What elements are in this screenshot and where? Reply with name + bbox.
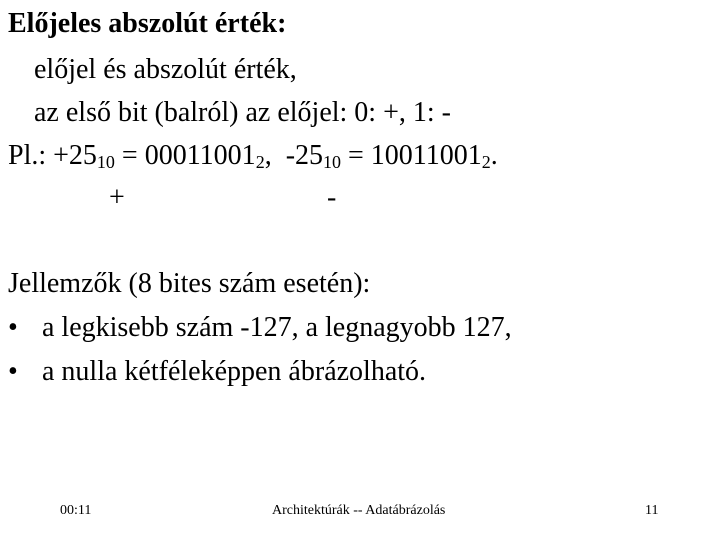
example-mid-1: = 00011001: [114, 140, 256, 171]
example-subscript-2: 2: [255, 152, 265, 172]
bullet-icon: •: [8, 356, 18, 387]
bullet-item: [8, 312, 512, 344]
bullet-item: [8, 356, 426, 388]
example-subscript-4: 2: [481, 152, 491, 172]
slide-title: Előjeles abszolút érték:: [8, 8, 287, 39]
sign-minus: -: [327, 182, 337, 213]
bullet-icon: •: [8, 312, 18, 343]
description-line-1: előjel és abszolút érték,: [34, 54, 297, 85]
description-line-2: az első bit (balról) az előjel: 0: +, 1: -: [34, 97, 451, 128]
sign-plus: +: [109, 182, 125, 213]
example-mid-2: , -25: [264, 140, 324, 171]
example-subscript-1: 10: [96, 152, 115, 172]
bullet-text: a nulla kétféleképpen ábrázolható.: [42, 356, 427, 387]
example-end: .: [490, 140, 498, 171]
example-prefix: Pl.: +25: [8, 140, 97, 171]
example-line: [8, 140, 498, 172]
footer-page-number: 11: [645, 503, 659, 518]
section-title: Jellemzők (8 bites szám esetén):: [8, 268, 371, 299]
example-mid-3: = 10011001: [341, 140, 482, 171]
bullet-text: a legkisebb szám -127, a legnagyobb 127,: [42, 312, 512, 343]
footer-title: Architektúrák -- Adatábrázolás: [272, 503, 446, 518]
footer-time: 00:11: [60, 503, 92, 518]
example-subscript-3: 10: [323, 152, 342, 172]
